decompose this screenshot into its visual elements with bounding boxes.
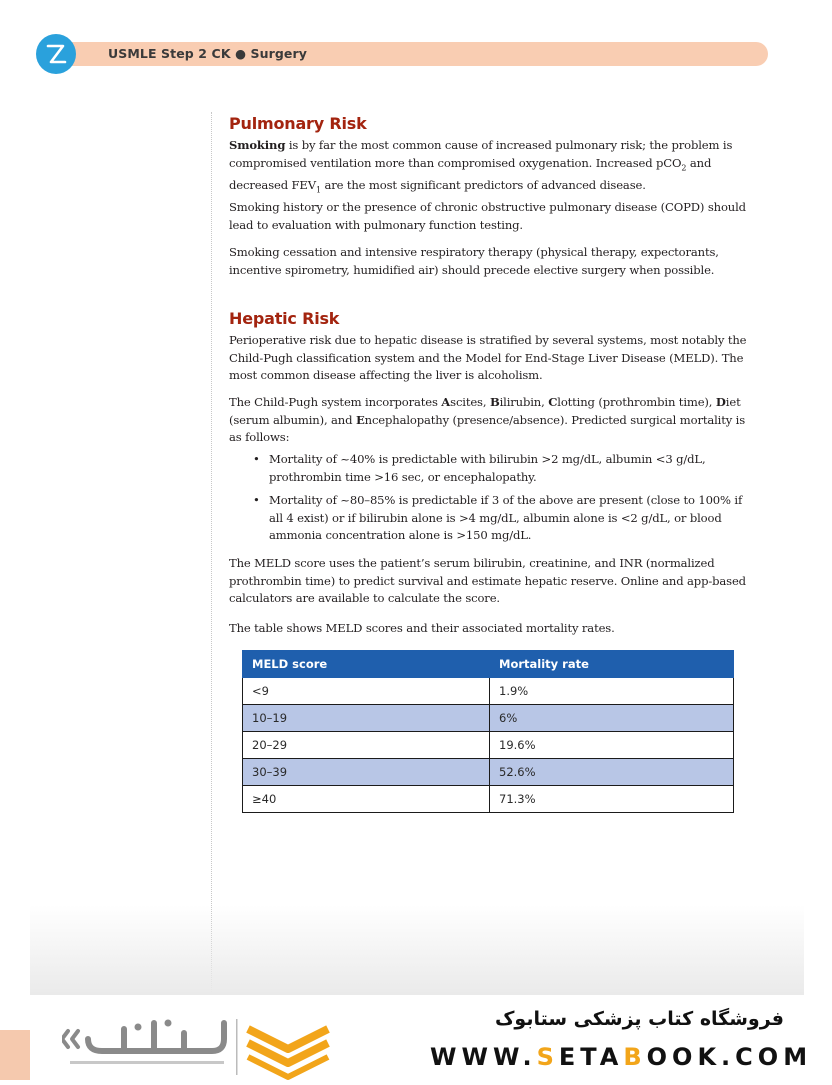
table-row (243, 705, 734, 732)
table-row (243, 678, 734, 705)
table-cell: 19.6% (490, 732, 734, 759)
hepatic-paragraph-1: Perioperative risk due to hepatic disease is stratified by several systems, most notably the Child-Pugh classification system and the Model for End-Stage Liver Disease (MELD). The most common disease affecting the liver is alcoholism. (229, 333, 747, 383)
kaplan-logo-icon (36, 34, 76, 74)
margin-rule (211, 112, 212, 992)
setabook-logo (62, 1015, 332, 1085)
smoking-term: Smoking (229, 138, 286, 152)
footer-url: WWW.SETABOOK.COM (430, 1043, 813, 1071)
table-header-meld-score: MELD score (243, 651, 490, 678)
pulmonary-risk-heading: Pulmonary Risk (229, 114, 367, 133)
table-cell: <9 (243, 678, 490, 705)
pulmonary-paragraph-2: Smoking history or the presence of chronic obstructive pulmonary disease (COPD) should lead to evaluation with pulmonary function testing. (229, 200, 746, 232)
footer-store-name: فروشگاه کتاب پزشکی ستابوک (494, 1008, 784, 1030)
hepatic-risk-heading: Hepatic Risk (229, 309, 340, 328)
table-header-mortality-rate: Mortality rate (490, 651, 734, 678)
table-header-row (243, 651, 734, 678)
bullet-icon: • (253, 452, 260, 466)
hepatic-paragraph-3: The MELD score uses the patient’s serum bilirubin, creatinine, and INR (normalized prothrombin time) to predict survival and estimate hepatic reserve. Online and app-based calculators are available to calculate the score. (229, 556, 746, 606)
page-bottom-shadow (30, 905, 804, 995)
table-row (243, 786, 734, 813)
meld-mortality-table (242, 650, 734, 813)
running-header-title: USMLE Step 2 CK ● Surgery (108, 46, 308, 61)
bullet-icon: • (253, 493, 260, 508)
pulmonary-paragraph-1: Smoking is by far the most common cause of increased pulmonary risk; the problem is compromised ventilation more than compromised oxygenation. Increased pCO$_2$ and decreased $FEV_1$ are the most significant predictors of advanced disease. (229, 138, 733, 194)
table-cell: 20–29 (243, 732, 490, 759)
table-cell: 71.3% (490, 786, 734, 813)
footer-accent-strip (0, 1030, 30, 1080)
list-item: • Mortality of ~80–85% is predictable if 3 of the above are present (close to 100% if all 4 exist) or if bilirubin alone is >4 mg/dL, albumin alone is <2 g/dL, or blood ammonia concentration alone is >150 mg/dL. (253, 493, 743, 543)
table-cell: 52.6% (490, 759, 734, 786)
list-item: • Mortality of ~40% is predictable with bilirubin >2 mg/dL, albumin <3 g/dL, prothrombin time >16 sec, or encephalopathy. (253, 452, 706, 484)
pulmonary-paragraph-3: Smoking cessation and intensive respiratory therapy (physical therapy, expectorants, incentive spirometry, humidified air) should precede elective surgery when possible. (229, 245, 719, 277)
hepatic-paragraph-4: The table shows MELD scores and their associated mortality rates. (229, 621, 615, 635)
table-cell: 30–39 (243, 759, 490, 786)
table-cell: ≥40 (243, 786, 490, 813)
table-cell: 6% (490, 705, 734, 732)
table-row (243, 759, 734, 786)
mortality-bullet-list (253, 451, 749, 551)
table-cell: 1.9% (490, 678, 734, 705)
hepatic-paragraph-2: The Child-Pugh system incorporates Ascites, Bilirubin, Clotting (prothrombin time), Diet (serum albumin), and Encephalopathy (presence/absence). Predicted surgical mortality is as follows: (229, 395, 746, 445)
table-row (243, 732, 734, 759)
table-cell: 10–19 (243, 705, 490, 732)
